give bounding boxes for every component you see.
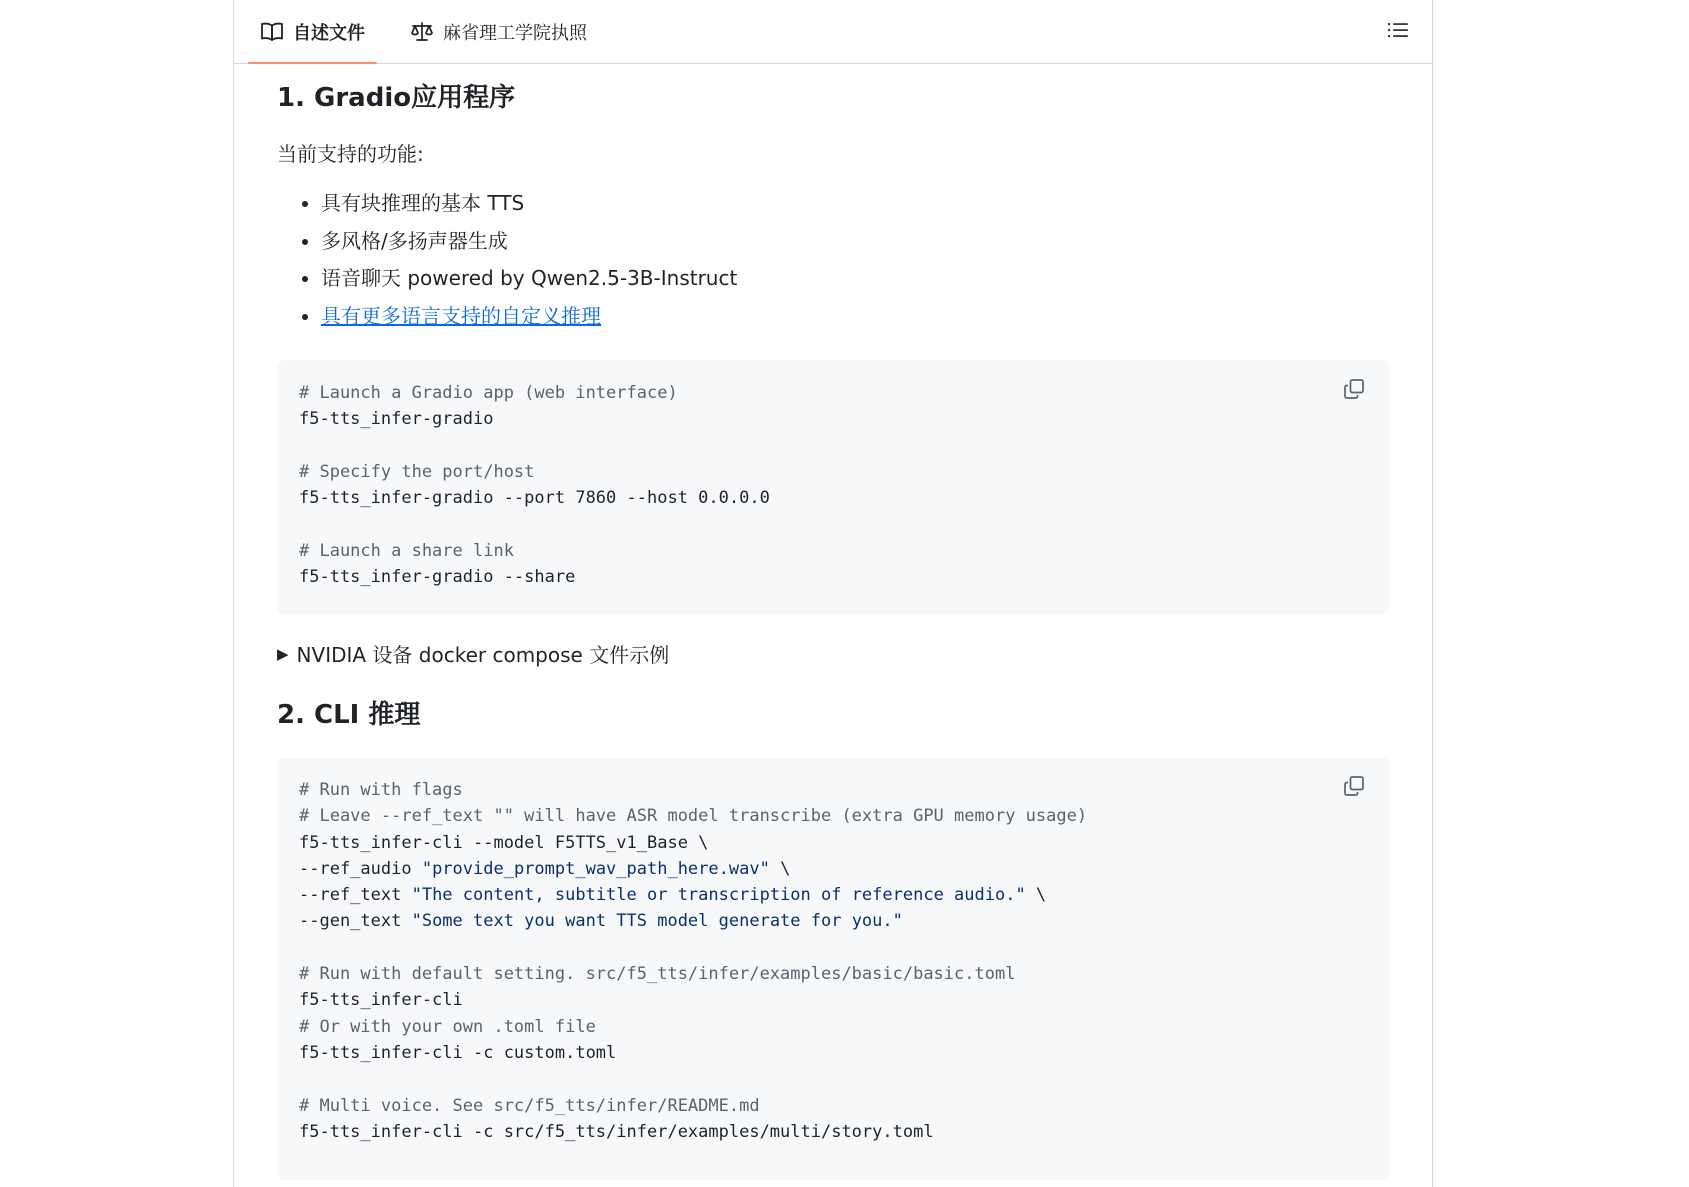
code-block-gradio xyxy=(277,360,1389,614)
list-item xyxy=(321,298,737,336)
code-line xyxy=(299,433,1367,459)
code-line xyxy=(299,777,1367,803)
code-text: f5-tts_infer-gradio --port 7860 --host 0.0.0.0 xyxy=(299,488,770,509)
code-line xyxy=(299,1066,1367,1092)
code-text: \ xyxy=(769,858,791,879)
code-line xyxy=(299,856,1367,882)
copy-icon xyxy=(1343,775,1365,801)
tab-readme-label: 自述文件 xyxy=(293,22,365,44)
code-line xyxy=(299,459,1367,485)
code-text: f5-tts_infer-cli --model F5TTS_v1_Base \ xyxy=(299,832,709,853)
code-line xyxy=(299,538,1367,564)
scale-icon xyxy=(410,21,434,43)
code-line xyxy=(299,882,1367,908)
code-cli xyxy=(277,757,1389,1165)
code-text: \ xyxy=(1025,885,1047,906)
code-comment: # Launch a Gradio app (web interface) xyxy=(299,383,678,403)
code-block-cli xyxy=(277,757,1389,1180)
book-icon xyxy=(260,21,284,43)
list-item: • 语音聊天 powered by Qwen2.5-3B-Instruct xyxy=(321,260,737,298)
tab-readme[interactable] xyxy=(248,0,377,63)
code-line xyxy=(299,935,1367,961)
copy-button[interactable] xyxy=(1339,773,1369,803)
code-line xyxy=(299,908,1367,934)
code-line xyxy=(299,1040,1367,1066)
code-text: --ref_audio xyxy=(299,858,422,879)
code-comment: # Specify the port/host xyxy=(299,461,535,482)
list-icon xyxy=(1387,20,1409,44)
copy-button[interactable] xyxy=(1339,376,1369,406)
code-text: --gen_text xyxy=(299,911,412,932)
code-line xyxy=(299,485,1367,511)
section2-heading: 2. CLI 推理 xyxy=(277,700,421,730)
code-string: "Some text you want TTS model generate for you." xyxy=(411,911,903,932)
code-line xyxy=(299,380,1367,406)
code-text: --ref_text xyxy=(299,885,412,906)
outline-button[interactable] xyxy=(1384,18,1412,46)
feature-list xyxy=(277,185,737,335)
code-line xyxy=(299,564,1367,590)
section1-heading: 1. Gradio应用程序 xyxy=(277,83,516,113)
readme-panel xyxy=(233,0,1433,1187)
code-string: "The content, subtitle or transcription of reference audio." xyxy=(411,885,1026,906)
code-line xyxy=(299,961,1367,987)
code-line xyxy=(299,511,1367,537)
code-line xyxy=(299,1119,1367,1145)
code-string: "provide_prompt_wav_path_here.wav" xyxy=(421,858,770,879)
code-comment: # Multi voice. See src/f5_tts/infer/README.md xyxy=(299,1095,760,1116)
code-line xyxy=(299,803,1367,829)
custom-inference-link[interactable]: 具有更多语言支持的自定义推理 xyxy=(321,303,601,328)
tab-license-label: 麻省理工学院执照 xyxy=(443,22,587,44)
code-text: f5-tts_infer-cli -c src/f5_tts/infer/examples/multi/story.toml xyxy=(299,1121,934,1142)
features-intro: 当前支持的功能: xyxy=(277,142,424,166)
code-line xyxy=(299,987,1367,1013)
details-summary: NVIDIA 设备 docker compose 文件示例 xyxy=(296,643,670,667)
code-line xyxy=(299,1014,1367,1040)
code-text: f5-tts_infer-cli xyxy=(299,990,463,1011)
code-comment: # Launch a share link xyxy=(299,540,514,561)
list-item: • 多风格/多扬声器生成 xyxy=(321,223,737,261)
docker-compose-details[interactable] xyxy=(277,639,669,668)
list-item: • 具有块推理的基本 TTS xyxy=(321,185,737,223)
tab-bar xyxy=(234,0,1432,64)
code-comment: # Or with your own .toml file xyxy=(299,1016,596,1037)
code-line xyxy=(299,830,1367,856)
copy-icon xyxy=(1343,378,1365,404)
code-text: f5-tts_infer-gradio xyxy=(299,409,494,430)
code-text: f5-tts_infer-gradio --share xyxy=(299,567,576,588)
code-line xyxy=(299,406,1367,432)
code-comment: # Run with flags xyxy=(299,780,463,800)
code-gradio xyxy=(277,360,1389,610)
disclosure-triangle-icon: ▶ xyxy=(277,644,289,663)
tab-license[interactable] xyxy=(398,0,599,63)
tab-active-indicator xyxy=(248,62,377,64)
code-text: f5-tts_infer-cli -c custom.toml xyxy=(299,1042,617,1063)
code-line xyxy=(299,1093,1367,1119)
code-comment: # Leave --ref_text "" will have ASR model transcribe (extra GPU memory usage) xyxy=(299,806,1088,827)
code-comment: # Run with default setting. src/f5_tts/infer/examples/basic/basic.toml xyxy=(299,964,1016,985)
